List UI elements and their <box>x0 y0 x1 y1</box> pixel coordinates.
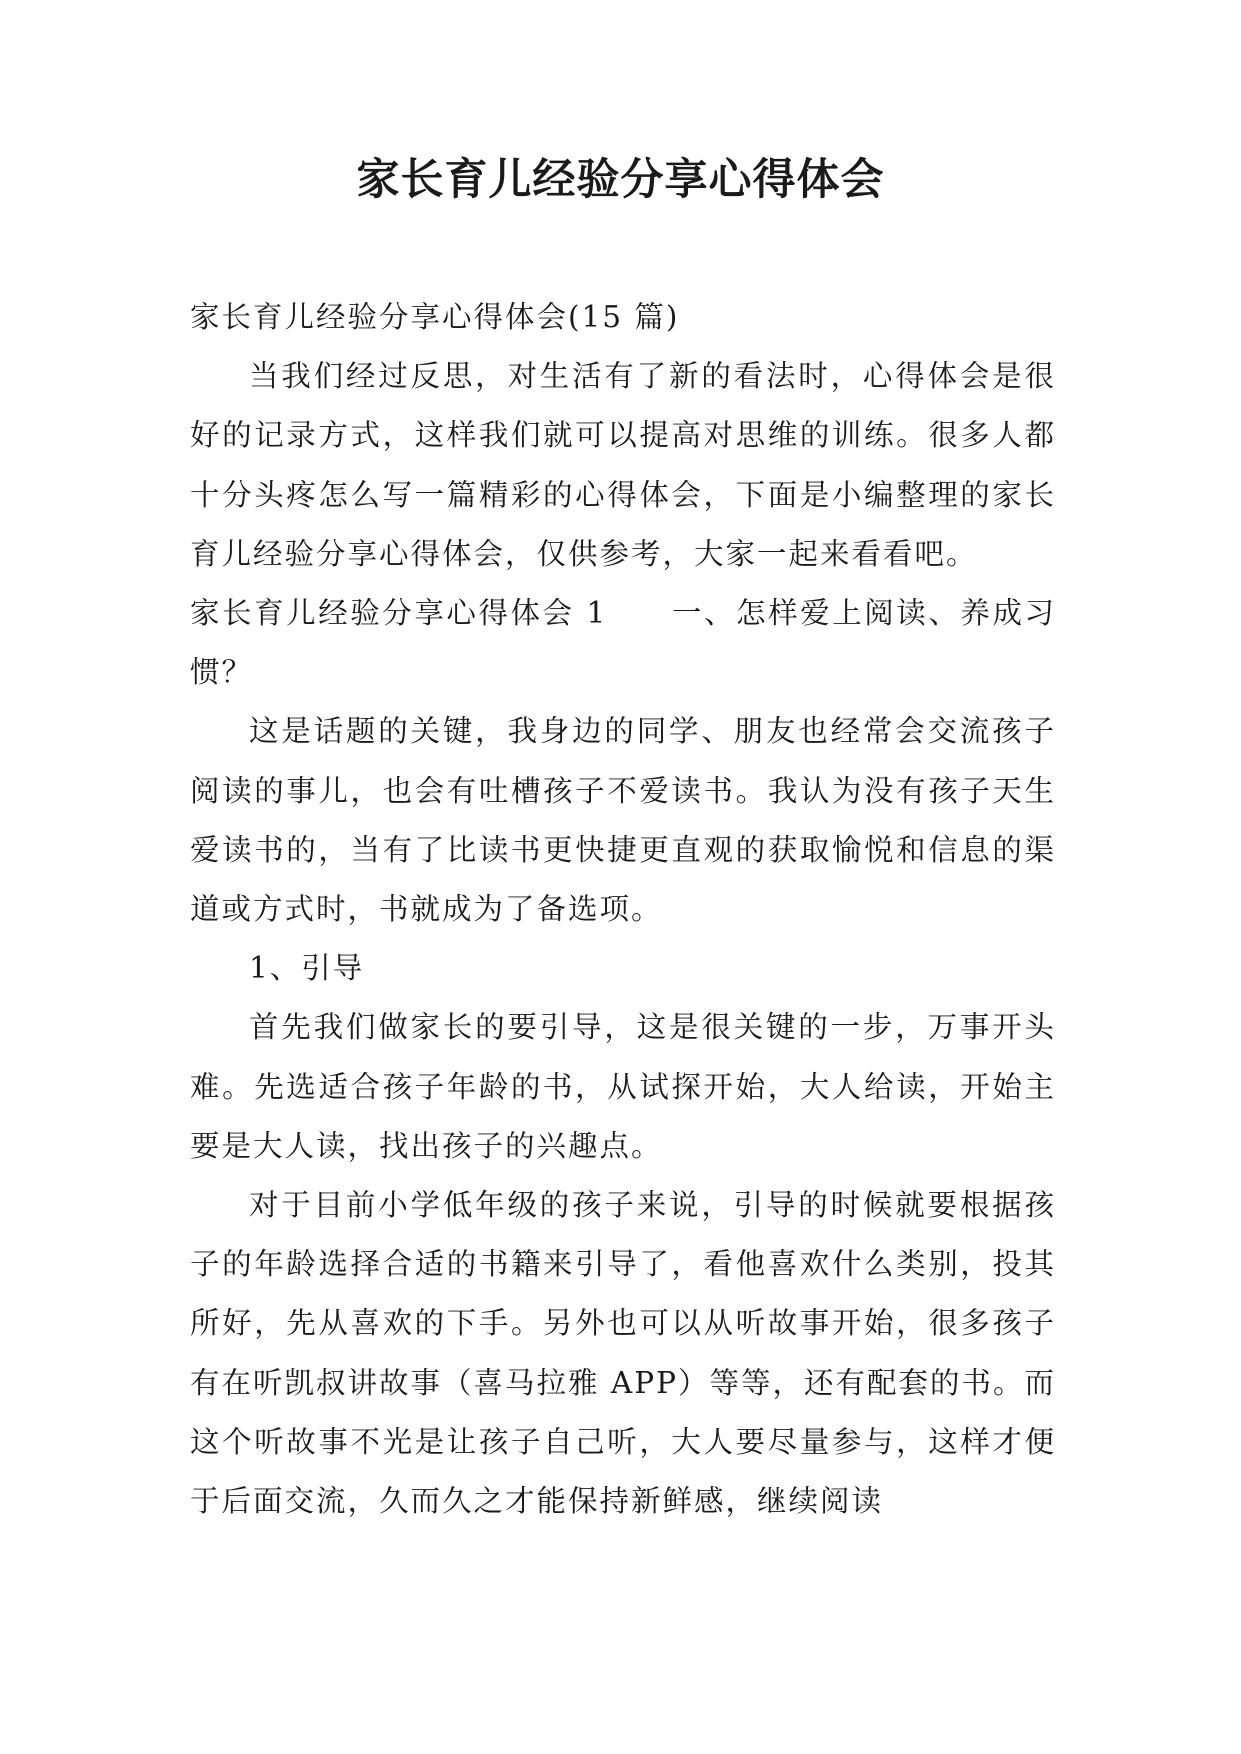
paragraph-section-heading: 家长育儿经验分享心得体会 1 一、怎样爱上阅读、养成习惯？ <box>190 596 1056 690</box>
paragraph-intro: 当我们经过反思，对生活有了新的看法时，心得体会是很好的记录方式，这样我们就可以提高对思维的训练。很多人都十分头疼怎么写一篇精彩的心得体会，下面是小编整理的家长育儿经验分享心得体会，仅供参考，大家一起来看看吧。 <box>190 359 1056 571</box>
paragraph-subtitle: 家长育儿经验分享心得体会(15 篇) <box>190 300 680 334</box>
paragraph-body: 对于目前小学低年级的孩子来说，引导的时候就要根据孩子的年龄选择合适的书籍来引导了，看他喜欢什么类别，投其所好，先从喜欢的下手。另外也可以从听故事开始，很多孩子有在听凯叔讲故事（喜马拉雅 APP）等等，还有配套的书。而这个听故事不光是让孩子自己听，大人要尽量参与，这样才便于后面交流，久而久之才能保持新鲜感，继续阅读 <box>190 1188 1056 1519</box>
paragraph-body: 首先我们做家长的要引导，这是很关键的一步，万事开头难。先选适合孩子年龄的书，从试探开始，大人给读，开始主要是大人读，找出孩子的兴趣点。 <box>190 1010 1056 1163</box>
paragraph-subheading: 1、引导 <box>249 951 365 986</box>
paragraph-body: 这是话题的关键，我身边的同学、朋友也经常会交流孩子阅读的事儿，也会有吐槽孩子不爱读书。我认为没有孩子天生爱读书的，当有了比读书更快捷更直观的获取愉悦和信息的渠道或方式时，书就成为了备选项。 <box>190 714 1056 927</box>
document-title: 家长育儿经验分享心得体会 <box>356 155 885 205</box>
document-body <box>190 288 1056 1531</box>
